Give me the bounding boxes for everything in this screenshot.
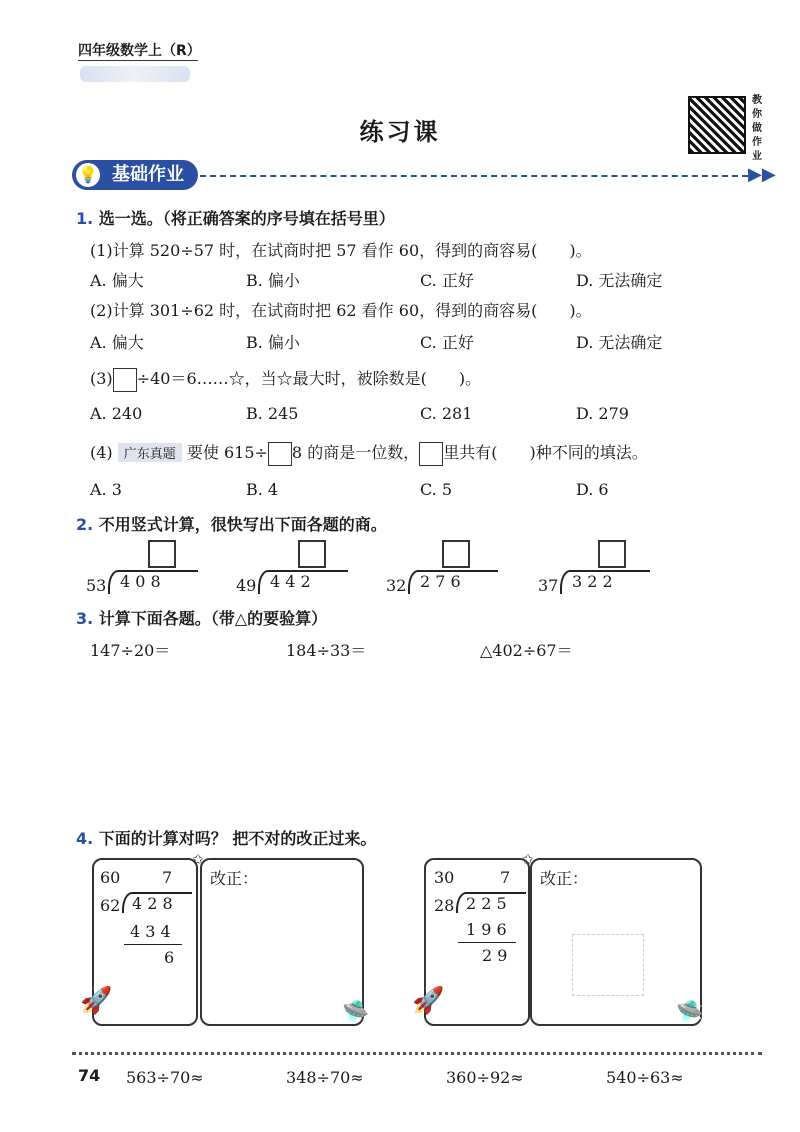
dividend: 2 2 5 bbox=[456, 892, 526, 913]
q1-4-option-a[interactable]: A. 3 bbox=[90, 480, 122, 499]
dividend: 4 2 8 bbox=[122, 892, 192, 913]
q4-fix-panel-1[interactable] bbox=[200, 858, 364, 1026]
footer-divider bbox=[72, 1052, 762, 1055]
q1-heading bbox=[76, 206, 395, 229]
q3-heading bbox=[76, 606, 327, 629]
division-37 bbox=[538, 540, 638, 596]
quotient: 7 bbox=[162, 868, 173, 887]
q1-number: 1. bbox=[76, 209, 94, 228]
q2-number: 2. bbox=[76, 515, 94, 534]
ufo-icon: 🛸 bbox=[676, 1000, 704, 1025]
division-32 bbox=[386, 540, 486, 596]
product: 1 9 6 bbox=[466, 920, 507, 939]
q1-3-option-d[interactable]: D. 279 bbox=[576, 404, 629, 423]
q1-4-text-a: 要使 615÷ bbox=[186, 443, 268, 462]
q1-4-stem bbox=[90, 440, 648, 466]
answer-box[interactable] bbox=[148, 540, 176, 568]
book-title: 四年级数学上（R） bbox=[78, 43, 201, 59]
answer-box[interactable] bbox=[298, 540, 326, 568]
q2-heading bbox=[76, 512, 387, 535]
q1-1-stem: (1)计算 520÷57 时，在试商时把 57 看作 60，得到的商容易( )。 bbox=[90, 241, 592, 260]
q1-3-num: (3) bbox=[90, 369, 113, 388]
header-divider bbox=[78, 60, 198, 61]
q1-2-option-d[interactable]: D. 无法确定 bbox=[576, 333, 663, 352]
q3-item-3: △402÷67＝ bbox=[480, 641, 573, 660]
answer-box[interactable] bbox=[598, 540, 626, 568]
footer-item-3: 360÷92≈ bbox=[446, 1068, 524, 1087]
double-arrow-icon: ▶▶ bbox=[748, 164, 776, 185]
q1-2-option-b[interactable]: B. 偏小 bbox=[246, 333, 300, 352]
source-tag: 广东真题 bbox=[118, 443, 182, 462]
q2-title: 不用竖式计算，很快写出下面各题的商。 bbox=[98, 515, 387, 534]
divisor: 32 bbox=[386, 576, 407, 595]
estimate: 60 bbox=[100, 868, 121, 887]
q4-number: 4. bbox=[76, 829, 94, 848]
remainder: 2 9 bbox=[482, 946, 508, 965]
division-49 bbox=[236, 540, 336, 596]
dividend: 2 7 6 bbox=[408, 570, 498, 594]
star-icon: ✩ bbox=[192, 852, 204, 868]
q1-4-option-b[interactable]: B. 4 bbox=[246, 480, 279, 499]
q1-title: 选一选。（将正确答案的序号填在括号里） bbox=[98, 209, 395, 228]
division-53 bbox=[86, 540, 186, 596]
qr-code-icon[interactable] bbox=[688, 96, 746, 154]
star-icon: ✩ bbox=[522, 852, 534, 868]
q1-3-option-a[interactable]: A. 240 bbox=[90, 404, 143, 423]
subtract-line bbox=[458, 942, 516, 943]
estimate: 30 bbox=[434, 868, 455, 887]
qr-label: 教你做作业 bbox=[752, 95, 762, 162]
q1-1-option-c[interactable]: C. 正好 bbox=[420, 271, 474, 290]
divisor: 49 bbox=[236, 576, 257, 595]
lightbulb-icon: 💡 bbox=[76, 163, 100, 187]
ufo-icon: 🛸 bbox=[342, 1000, 370, 1025]
q1-3-text: ÷40＝6……☆，当☆最大时，被除数是( )。 bbox=[136, 369, 482, 388]
q3-title: 计算下面各题。（带△的要验算） bbox=[98, 609, 328, 628]
q1-2-option-c[interactable]: C. 正好 bbox=[420, 333, 474, 352]
q4-heading bbox=[76, 826, 376, 849]
divisor: 37 bbox=[538, 576, 559, 595]
footer-item-1: 563÷70≈ bbox=[126, 1068, 204, 1087]
q3-item-1: 147÷20＝ bbox=[90, 641, 171, 660]
divisor: 62 bbox=[100, 896, 121, 915]
q1-4-text-b: 8 的商是一位数， bbox=[291, 443, 420, 462]
dividend: 4 4 2 bbox=[258, 570, 348, 594]
q1-4-text-c: 里共有( )种不同的填法。 bbox=[443, 443, 648, 462]
remainder: 6 bbox=[164, 948, 175, 967]
q1-2-stem: (2)计算 301÷62 时，在试商时把 62 看作 60，得到的商容易( )。 bbox=[90, 301, 592, 320]
q1-1-option-b[interactable]: B. 偏小 bbox=[246, 271, 300, 290]
blank-box[interactable] bbox=[113, 368, 137, 392]
dividend: 3 2 2 bbox=[560, 570, 650, 594]
product: 4 3 4 bbox=[130, 922, 171, 941]
section-label: 基础作业 bbox=[112, 164, 184, 185]
footer-item-2: 348÷70≈ bbox=[286, 1068, 364, 1087]
divisor: 28 bbox=[434, 896, 455, 915]
section-divider bbox=[200, 175, 748, 177]
q1-3-option-c[interactable]: C. 281 bbox=[420, 404, 473, 423]
divisor: 53 bbox=[86, 576, 107, 595]
page-number: 74 bbox=[78, 1066, 101, 1085]
q1-3-stem bbox=[90, 366, 481, 392]
q1-4-option-c[interactable]: C. 5 bbox=[420, 480, 453, 499]
q3-item-2: 184÷33＝ bbox=[286, 641, 367, 660]
q1-4-option-d[interactable]: D. 6 bbox=[576, 480, 609, 499]
footer-item-4: 540÷63≈ bbox=[606, 1068, 684, 1087]
fix-label: 改正： bbox=[540, 869, 589, 888]
q1-2-option-a[interactable]: A. 偏大 bbox=[90, 333, 144, 352]
q1-4-num: (4) bbox=[90, 443, 113, 462]
q1-1-option-a[interactable]: A. 偏大 bbox=[90, 271, 144, 290]
rocket-icon: 🚀 bbox=[80, 986, 113, 1016]
rocket-icon: 🚀 bbox=[412, 986, 445, 1016]
blank-box[interactable] bbox=[419, 442, 443, 466]
page-title: 练习课 bbox=[359, 118, 441, 146]
fix-label: 改正： bbox=[210, 869, 259, 888]
q1-3-option-b[interactable]: B. 245 bbox=[246, 404, 299, 423]
q4-title: 下面的计算对吗？ 把不对的改正过来。 bbox=[98, 829, 377, 848]
dividend: 4 0 8 bbox=[108, 570, 198, 594]
faint-erased-work bbox=[572, 934, 644, 996]
blank-box[interactable] bbox=[268, 442, 292, 466]
q1-1-option-d[interactable]: D. 无法确定 bbox=[576, 271, 663, 290]
quotient: 7 bbox=[500, 868, 511, 887]
subtract-line bbox=[124, 944, 182, 945]
blurred-label bbox=[80, 66, 190, 82]
answer-box[interactable] bbox=[442, 540, 470, 568]
q3-number: 3. bbox=[76, 609, 94, 628]
